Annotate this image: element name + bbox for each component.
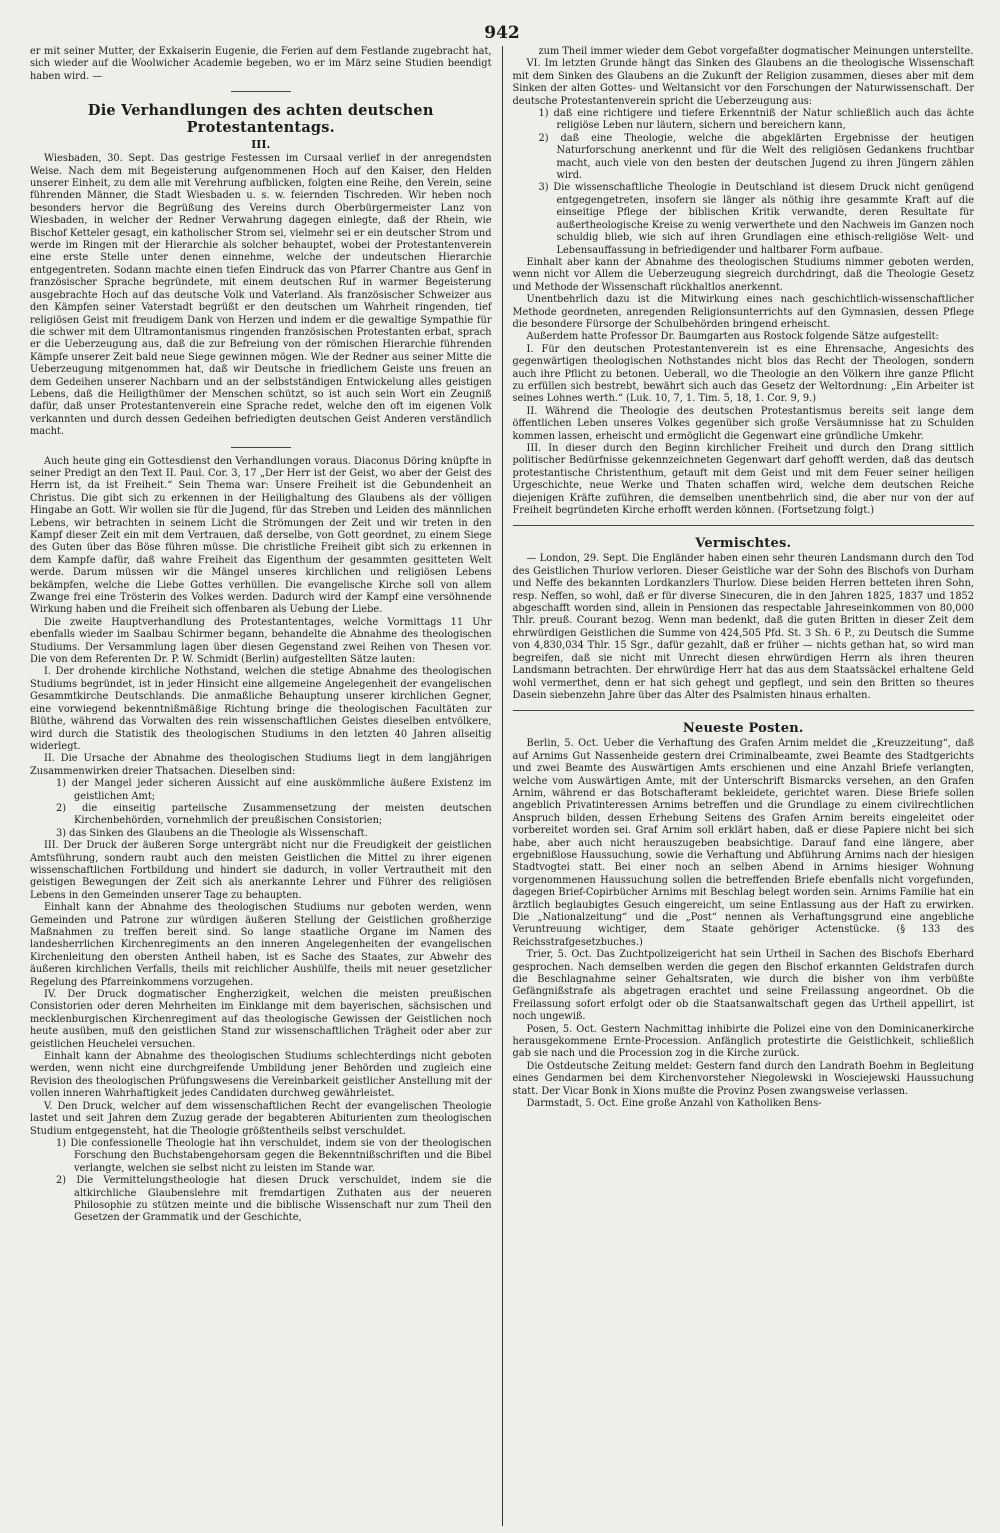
thesis-item: 2) Die Vermittelungstheologie hat diesen Druck verschuldet, indem sie die altkirchliche Glaubenslehre mit fremdartigen Zuthaten aus der neueren Philosophie zu stützen meinte und die biblische Wissenschaft nur zum Theil den Gesetzen der Grammatik und der Geschichte, xyxy=(56,1175,492,1224)
section-heading-neueste-posten: Neueste Posten. xyxy=(682,721,804,737)
thesis-item: 1) daß eine richtigere und tiefere Erkenntniß der Natur schließlich auch das ächte religiöse Leben nur läutern, sichern und bereichern kann, xyxy=(538,108,975,132)
thesis-item: 1) der Mangel jeder sicheren Aussicht auf eine auskömmliche äußere Existenz im geistlichen Amt; xyxy=(56,778,492,802)
thesis: Einhalt kann der Abnahme des theologischen Studiums schlechterdings nicht geboten werden, wenn nicht eine durchgreifende Umbildung jener Behörden und zugleich eine Revision des theologischen Prüfungswesens die Vereinbarkeit geistlicher Anstellung mit der vollen inneren Wahrhaftigkeit jedes Candidaten durchweg gewährleistet. xyxy=(30,1051,492,1100)
thesis-item: 1) Die confessionelle Theologie hat ihn verschuldet, indem sie von der theologischen Forschung den Buchstabengehorsam gegen die Bekenntnißschriften und die Bibel verlangte, welchen sie selbst nicht zu leisten im Stande war. xyxy=(56,1137,492,1174)
thesis: III. Der Druck der äußeren Sorge untergräbt nicht nur die Freudigkeit der geistlichen Amtsführung, sondern raubt auch den meisten Geistlichen die Mittel zu ihrer eigenen wissenschaftlichen Fortbildung und hindert sie dadurch, in voller Vertrautheit mit den geistigen Bewegungen der Zeit sich als anerkannte Lehrer und Führer des religiösen Lebens in den Gemeinden unserer Tage zu behaupten. xyxy=(30,840,492,901)
thesis: Unentbehrlich dazu ist die Mitwirkung eines nach geschichtlich-wissenschaftlicher Methode geordneten, anregenden Religionsunterrichts auf den Gymnasien, dessen Pflege die besondere Fürsorge der Schulbehörden bringend erheischt. xyxy=(512,294,975,330)
thesis: III. In dieser durch den Beginn kirchlicher Freiheit und durch den Drang sittlich politischer Bedürfnisse gekennzeichneten Gegenwart darf gehofft werden, daß das deutsch protestantische Christenthum, getauft mit dem Geist und mit dem Feuer seiner heiligen Urgeschichte, neue Werke und Thaten schaffen wird, welche dem deutschen Reiche diejenigen Kräfte zuführen, die demselben unentbehrlich sind, die aber nur von der auf Freiheit begründeten Kirche erhofft werden können. (Fortsetzung folgt.) xyxy=(512,443,975,517)
right-column xyxy=(503,46,975,1526)
section-heading-vermischtes: Vermischtes. xyxy=(695,536,792,552)
thesis-item: zum Theil immer wieder dem Gebot vorgefaßter dogmatischer Meinungen unterstellte. xyxy=(538,46,974,57)
thesis: I. Der drohende kirchliche Nothstand, welchen die stetige Abnahme des theologischen Studiums begründet, ist in jeder Hinsicht eine allgemeine Angelegenheit der evangelischen Gesammtkirche Deutschlands. Die anmaßliche Behauptung unserer kirchlichen Gegner, eine vorwiegend bekenntnißmäßige Richtung bringe die theologischen Facultäten zur Blüthe, während das Vorwalten des rein wissenschaftlichen Geistes dieselben entvölkere, wird durch die Statistik des theologischen Studiums in den letzten 40 Jahren allseitig widerlegt. xyxy=(30,666,492,752)
thesis: VI. Im letzten Grunde hängt das Sinken des Glaubens an die theologische Wissenschaft mit dem Sinken des Glaubens an die Zukunft der Religion zusammen, dieses aber mit dem Sinken der alten Gottes- und Weltansicht vor den Forschungen der Naturwissenschaft. Der deutsche Protestantenverein spricht die Ueberzeugung aus: xyxy=(512,58,975,107)
thesis: II. Während die Theologie des deutschen Protestantismus bereits seit lange dem öffentlichen Leben unseres Volkes gegenüber sich große Versäumnisse hat zu Schulden kommen lassen, erheischt und ermöglicht die Gegenwart eine gründliche Umkehr. xyxy=(512,405,975,442)
thesis-item: 3) Die wissenschaftliche Theologie in Deutschland ist diesem Druck nicht genügend entgegengetreten, insofern sie länger als nöthig ihre gesammte Kraft auf die einseitige Pflege der biblischen Kritik verwandte, deren Resultate für außertheologische Kreise zu wenig verwerthete und den Nachweis im Ganzen noch schuldig blieb, wie sich auf ihren Grundlagen eine ethisch-religiöse Welt- und Lebensauffassung in befriedigender und haltbarer Form aufbaue. xyxy=(538,182,975,256)
article-paragraph: Außerdem hatte Professor Dr. Baumgarten aus Rostock folgende Sätze aufgestellt: xyxy=(526,331,939,343)
divider xyxy=(513,525,975,526)
thesis: V. Den Druck, welcher auf dem wissenschaftlichen Recht der evangelischen Theologie lastet und seit Jahren dem Zuzug gerade der begabteren Abiturienten zum theologischen Studium entgegensteht, hat die Theologie größtentheils selbst verschuldet. xyxy=(30,1100,492,1137)
thesis: Einhalt kann der Abnahme des theologischen Studiums nur geboten werden, wenn Gemeinden und Patrone zur würdigen äußeren Stellung der Geistlichen großherzige Maßnahmen zu treffen bereit sind. So lange staatliche Organe im Namen des landesherrlichen Kirchenregiments an den inneren Angelegenheiten der evangelischen Kirchenleitung den obersten Antheil haben, ist es Sache des Staates, zur Abwehr des äußeren kirchlichen Verfalls, theils mit reichlicher Aushülfe, theils mit neuer gesetzlicher Regelung des Pfarreinkommens vorzugehen. xyxy=(30,902,492,988)
thesis: I. Für den deutschen Protestantenverein ist es eine Ehrensache, Angesichts des gegenwärtigen theologischen Nothstandes nicht blos das Recht der Theologen, sondern auch ihre Pflicht zu betonen. Ueberall, wo die Theologie an den Völkern ihre ganze Pflicht zu erfüllen sich bestrebt, bewährt sich auch das Gesetz der Weltordnung: „Ein Arbeiter ist seines Lohnes werth.“ (Luk. 10, 7, 1. Tim. 5, 18, 1. Cor. 9, 9.) xyxy=(512,343,975,405)
article-paragraph: Wiesbaden, 30. Sept. Das gestrige Festessen im Cursaal verlief in der anregendsten Weise. Nach dem mit Begeisterung aufgenommenen Hoch auf den Kaiser, den Helden unserer Einheit, zu dem alle mit Verehrung aufblicken, folgten eine Reihe, den Verein, seine führenden Männer, die Stadt Wiesbaden u. s. w. feiernden Tischreden. Wir heben noch besonders hervor die Begrüßung des Vereins durch Oberbürgermeister Lanz von Wiesbaden, in welcher der Redner Verwahrung dagegen einlegte, daß der Rhein, wie Bischof Ketteler gesagt, ein katholischer Strom sei, vielmehr sei er ein deutscher Strom und werde im Ringen mit der Hierarchie als solcher behauptet, wobei der Protestantenverein eine erste Stelle unter denen einnehme, welche der undeutschen Hierarchie entgegentreten. Sodann machte einen tiefen Eindruck das von Pfarrer Chantre aus Genf in französischer Sprache begründete, mit einem deutschen Ruf in warmer Begeisterung ausgebrachte Hoch auf das deutsche Volk und Vaterland. Als französischer Schweizer aus den Kämpfen seiner Vaterstadt begrüßt er den deutschen um Wahrheit ringenden, tief religiösen Geist mit freudigem Dank von Herzen und indem er die gewaltige Sympathie für die schwer mit dem Ultramontanismus ringenden französischen Protestanten erbat, sprach er die Ueberzeugung aus, daß die zur Befreiung von der römischen Hierarchie führenden Kämpfe unserer Zeit bald neue Siege gewinnen mögen. Wie der Redner aus seiner Mitte die Ueberzeugung mitgenommen hat, daß wir Deutsche in friedlichem Geiste uns freuen an dem Gedeihen unserer Nachbarn und an der selbstständigen Entwickelung alles geistigen Lebens, daß die Heiligthümer der Menschen schützt, so ist auch sein Wort ein Zeugniß dafür, daß unser Protestantenverein eine Sprache redet, welche den oft im eigenen Volk verkannten und durch dessen Gedeihen befriedigten deutschen Geist Anderen verständlich macht. xyxy=(30,153,492,438)
article-number: III. xyxy=(251,138,271,152)
news-paragraph: — London, 29. Sept. Die Engländer haben einen sehr theuren Landsmann durch den Tod des Geistlichen Thurlow verloren. Dieser Geistliche war der Sohn des Bischofs von Durham und Neffe des bekannten Lordkanzlers Thurlow. Diese beiden Herren betteten ihren Sohn, resp. Neffen, so wohl, daß er für diverse Sinecuren, die in den Jahren 1825, 1837 und 1852 abgeschafft worden sind, allein in Pensionen das respectable Jahreseinkommen von 80,000 Thlr. preuß. Courant bezog. Wenn man bedenkt, daß die guten Britten in dieser Zeit dem ehrwürdigen Geistlichen die Summe von 424,505 Pfd. St. 3 Sh. 6 P., zu Deutsch die Summe von 4,830,034 Thlr. 15 Sgr., dafür gezahlt, daß er früher — nichts gethan hat, so wird man begreifen, daß sie nicht mit Unrecht diesen ehrwürdigen Herrn als ihren theuren Landsmann betrachten. Der ehrwürdige Herr hat das aus dem Staatssäckel erhaltene Geld wohl vermerthet, denn er hat sich gehegt und gepflegt, und sein den Britten so theures Dasein siebenzehn Jahre über das Alter des Psalmisten hinaus erhalten. xyxy=(512,553,975,701)
thesis-item: 2) daß eine Theologie, welche die abgeklärten Ergebnisse der heutigen Naturforschung anerkennt und für die Welt des religiösen Gedankens fruchtbar macht, auch viele von den besten der deutschen Jugend zu ihren Jüngern zählen wird. xyxy=(538,132,975,182)
divider xyxy=(231,91,291,92)
left-column xyxy=(30,46,502,1526)
thesis: Einhalt aber kann der Abnahme des theologischen Studiums nimmer geboten werden, wenn nicht vor Allem die Ueberzeugung siegreich durchdringt, daß die Theologie Gesetz und Methode der Wissenschaft rückhaltlos anerkennt. xyxy=(512,256,975,293)
article-paragraph: Auch heute ging ein Gottesdienst den Verhandlungen voraus. Diaconus Döring knüpfte in seiner Predigt an den Text II. Paul. Cor. 3, 17 „Der Herr ist der Geist, wo aber der Geist des Herrn ist, da ist Freiheit.“ Sein Thema war: Unsere Freiheit ist die Gebundenheit an Christus. Die gibt sich zu erkennen in der Heilighaltung des Glaubens als der völligen Hingabe an Gott. Wir wollen sie für die Jugend, für das Streben und Leiden des männlichen Lebens, wir betrachten in seinem Licht die Strömungen der Zeit und wir treten in den Kampf dieser Zeit ein mit dem Vertrauen, daß derselbe, von Gott geordnet, zu einem Siege des Guten über das Böse führen müsse. Die christliche Freiheit gibt sich zu erkennen in dem Kampfe dafür, daß wahre Freiheit das Eigenthum der gesammten gesitteten Welt werde. Darum müssen wir die Mängel unseres kirchlichen und religiösen Lebens bekämpfen, welche die Liebe Gottes verhüllen. Die evangelische Kirche soll von allem Zwange frei eine Trösterin des Volkes werden. Dadurch wird der Kampf eine versöhnende Wirkung haben und die Freiheit sich offenbaren als Uebung der Liebe. xyxy=(30,455,492,616)
article-paragraph: Die zweite Hauptverhandlung des Protestantentages, welche Vormittags 11 Uhr ebenfalls wieder im Saalbau Schirmer begann, behandelte die Abnahme des theologischen Studiums. Der Versammlung lagen über diesen Gegenstand zwei Reihen von Thesen vor. Die von dem Referenten Dr. P. W. Schmidt (Berlin) aufgestellten Sätze lauten: xyxy=(30,616,492,666)
page-number: 942 xyxy=(484,23,520,43)
thesis-item: 3) das Sinken des Glaubens an die Theologie als Wissenschaft. xyxy=(56,827,368,839)
thesis-item: 2) die einseitig parteiische Zusammensetzung der meisten deutschen Kirchenbehörden, vornehmlich der preußischen Consistorien; xyxy=(56,802,492,827)
article-heading: Die Verhandlungen des achten deutschen Protestantentags. xyxy=(87,102,434,137)
news-paragraph: Berlin, 5. Oct. Ueber die Verhaftung des Grafen Arnim meldet die „Kreuzzeitung“, daß auf Arnims Gut Nassenheide gestern drei Criminalbeamte, zwei Beamte des Stadtgerichts und zwei Beamte des Auswärtigen Amts erschienen und eine Anzahl Briefe verlangten, welche vom Auswärtigen Amte, mit der Unterschrift Bismarcks versehen, an den Grafen Arnim, während er das Botschafteramt bekleidete, gerichtet waren. Diese Briefe sollen angeblich Privatinteressen Arnims betreffen und die Grundlage zu einem civilrechtlichen Anspruch bilden, dessen Erhebung Seitens des Grafen Arnim bereits eingeleitet oder vorbereitet worden sei. Graf Arnim soll erklärt haben, daß er diese Papiere nicht bei sich habe, aber auch nicht herauszugeben beabsichtige. Darauf fand eine längere, aber ergebnißlose Haussuchung, sowie die Verhaftung und Abführung Arnims nach der hiesigen Stadtvogtei statt. Bei einer noch an selben Abend in Arnims hiesiger Wohnung vorgenommenen Haussuchung sollen die betreffenden Briefe ebenfalls nicht vorgefunden, dagegen Brief-Copirbücher Arnims mit Beschlag belegt worden sein. Arnims Familie hat ein ärztlich beglaubigtes Gesuch eingereicht, um seine Entlassung aus der Haft zu erwirken. Die „Nationalzeitung“ und die „Post“ nennen als Verhaftungsgrund eine angebliche Veruntreuung wichtiger, dem Staate gehöriger Actenstücke. (§ 133 des Reichsstrafgesetzbuches.) xyxy=(512,738,975,948)
intro-paragraph: er mit seiner Mutter, der Exkaiserin Eugenie, die Ferien auf dem Festlande zugebracht hat, sich wieder auf die Woolwicher Academie begeben, wo er im März seine Studien beendigt haben wird. — xyxy=(30,46,492,82)
thesis: IV. Der Druck dogmatischer Engherzigkeit, welchen die meisten preußischen Consistorien oder deren Mehrheiten im Einklange mit dem bayerischen, sächsischen und mecklenburgischen Kirchenregiment auf das theologische Gewissen der Geistlichen noch heute ausüben, muß den geistlichen Stand zur wissenschaftlichen Trägheit oder aber zur geistlichen Heuchelei versuchen. xyxy=(30,989,492,1050)
news-paragraph: Posen, 5. Oct. Gestern Nachmittag inhibirte die Polizei eine von den Dominicanerkirche herausgekommene Ernte-Procession. Anfänglich protestirte die Geistlichkeit, schließlich gab sie nach und die Procession zog in die Kirche zurück. xyxy=(512,1023,975,1060)
columns xyxy=(30,46,974,1526)
thesis: II. Die Ursache der Abnahme des theologischen Studiums liegt in dem langjährigen Zusammenwirken dreier Thatsachen. Dieselben sind: xyxy=(30,753,492,777)
news-paragraph: Trier, 5. Oct. Das Zuchtpolizeigericht hat sein Urtheil in Sachen des Bischofs Eberhard gesprochen. Nach demselben werden die gegen den Bischof erkannten Geldstrafen durch die Beschlagnahme seiner Gehaltsraten, wie durch die bisher von ihm verbüßte Gefängnißstrafe als abgetragen erachtet und seine Freilassung angeordnet. Ob die Freilassung sofort erfolgt oder ob die Staatsanwaltschaft gegen das Urtheil appellirt, ist noch ungewiß. xyxy=(512,949,975,1023)
divider xyxy=(231,447,291,448)
divider xyxy=(513,710,975,711)
news-paragraph: Die Ostdeutsche Zeitung meldet: Gestern fand durch den Landrath Boehm in Begleitung eines Gendarmen bei dem Kirchenvorsteher Niegolewski in Wosciejewski Haussuchung statt. Der Vicar Bonk in Xions mußte die Provinz Posen zwangsweise verlassen. xyxy=(512,1060,975,1097)
news-paragraph: Darmstadt, 5. Oct. Eine große Anzahl von Katholiken Bens- xyxy=(526,1098,822,1110)
